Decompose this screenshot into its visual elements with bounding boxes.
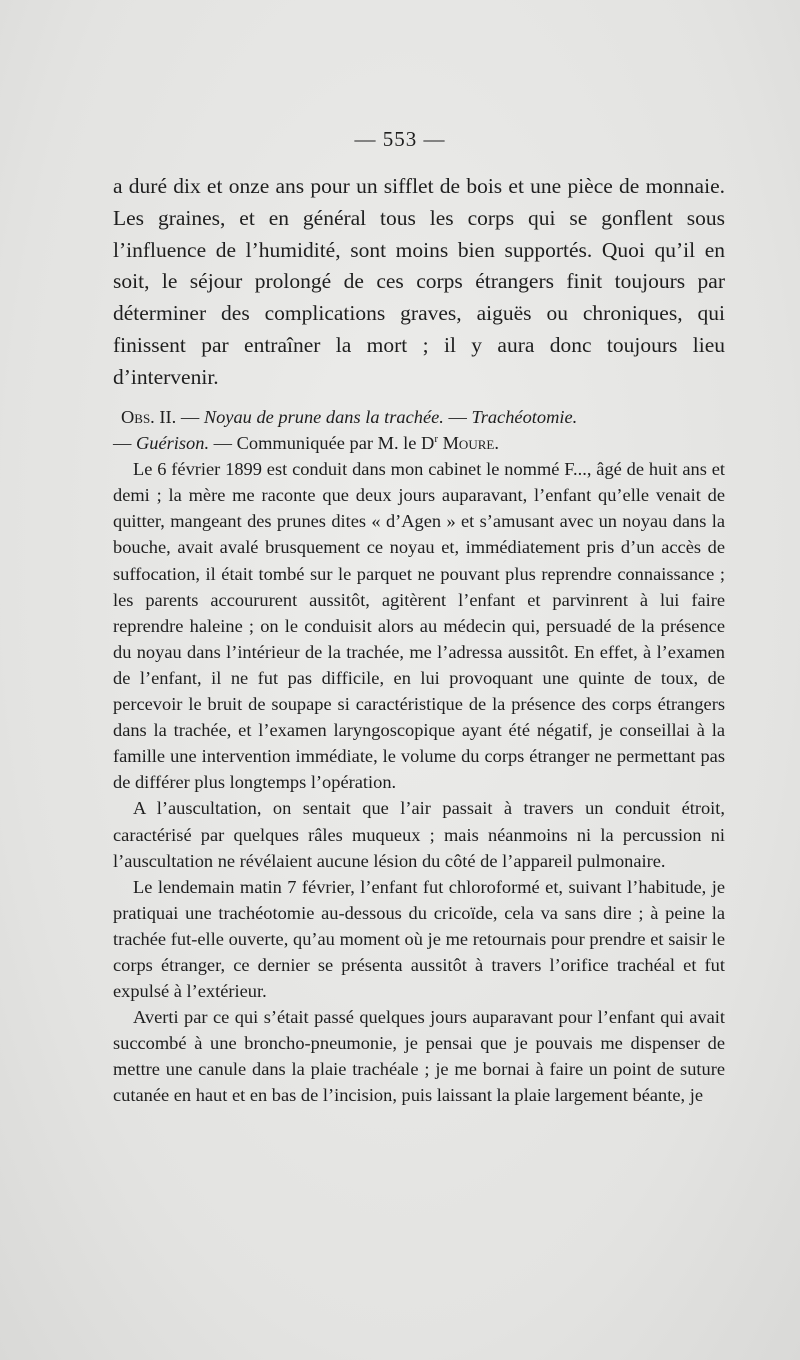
author-name: Moure. [437,433,499,454]
body-paragraph: Le 6 février 1899 est conduit dans mon cabinet le nommé F..., âgé de huit ans et demi ; la mère me raconte que deux jours auparavant, l’enfant qu’elle venait de quitter, mangeant des prunes dites « d’Agen » et s’amusant avec un noyau dans la bouche, avait avalé brusquement ce noyau et, immédiatement pris d’un accès de suffocation, il était tombé sur le parquet ne pouvant plus reprendre connaissance ; les parents accoururent aussitôt, agitèrent l’enfant et parvinrent à lui faire reprendre haleine ; on le conduisit alors au médecin qui, persuadé de la présence du noyau dans l’intérieur de la trachée, me l’adressa aussitôt. En effet, à l’examen de l’enfant, il ne fut pas difficile, en lui provoquant une quinte de toux, de percevoir le bruit de soupape si caractéristique de la présence des corps étrangers dans la trachée, et l’examen laryngoscopique ayant été négatif, je conseillai à la famille une intervention immédiate, le volume du corps étranger ne permettant pas de différer plus longtemps l’opération. [113,459,725,793]
body-paragraph: Le lendemain matin 7 février, l’enfant fut chloroformé et, suivant l’habitude, je pratiquai une trachéotomie au-dessous du cricoïde, cela va sans dire ; à peine la trachée fut-elle ouverte, qu’au moment où je me retournais pour prendre et saisir le corps étranger, ce dernier se présenta aussitôt à travers l’orifice trachéal et fut expulsé à l’extérieur. [113,876,725,1002]
case-title: Noyau de prune dans la trachée. [203,407,444,427]
heading-separator: — [176,407,204,427]
heading-separator: — [443,407,472,427]
body-paragraph: Averti par ce qui s’était passé quelques jours auparavant pour l’enfant qui avait succombé à une broncho-pneumonie, je pensai que je pouvais me dispenser de mettre une canule dans la plaie trachéale ; je me bornai à faire un point de suture cutanée en haut et en bas de l’incision, puis laissant la plaie largement béante, je [113,1007,725,1106]
body-paragraph: A l’auscultation, on sentait que l’air passait à travers un conduit étroit, caractérisé par quelques râles muqueux ; mais néanmoins ni la percussion ni l’auscultation ne révélaient aucune lésion du côté de l’appareil pulmonaire. [113,798,725,871]
doctor-superscript: r [434,432,438,445]
observation-section [113,404,725,1109]
observation-heading [113,404,725,456]
heading-separator: — [113,433,136,454]
intro-paragraph [113,171,725,394]
page-number: — 553 — [354,127,446,151]
procedure-name: Trachéotomie. [471,407,578,427]
intro-text: a duré dix et onze ans pour un sifflet de bois et une pièce de monnaie. Les graines, et en général tous les corps qui se gonflent sous l’influence de l’humidité, sont moins bien supportés. Quoi qu’il en soit, le séjour prolongé de ces corps étrangers finit toujours par déterminer des complications graves, aiguës ou chroniques, qui finissent par entraîner la mort ; il y aura donc toujours lieu d’intervenir. [113,174,725,389]
obs-label: Obs. II. [121,407,177,427]
communicated-by: — Communiquée par M. le D [209,433,435,454]
outcome: Guérison. [136,433,210,454]
